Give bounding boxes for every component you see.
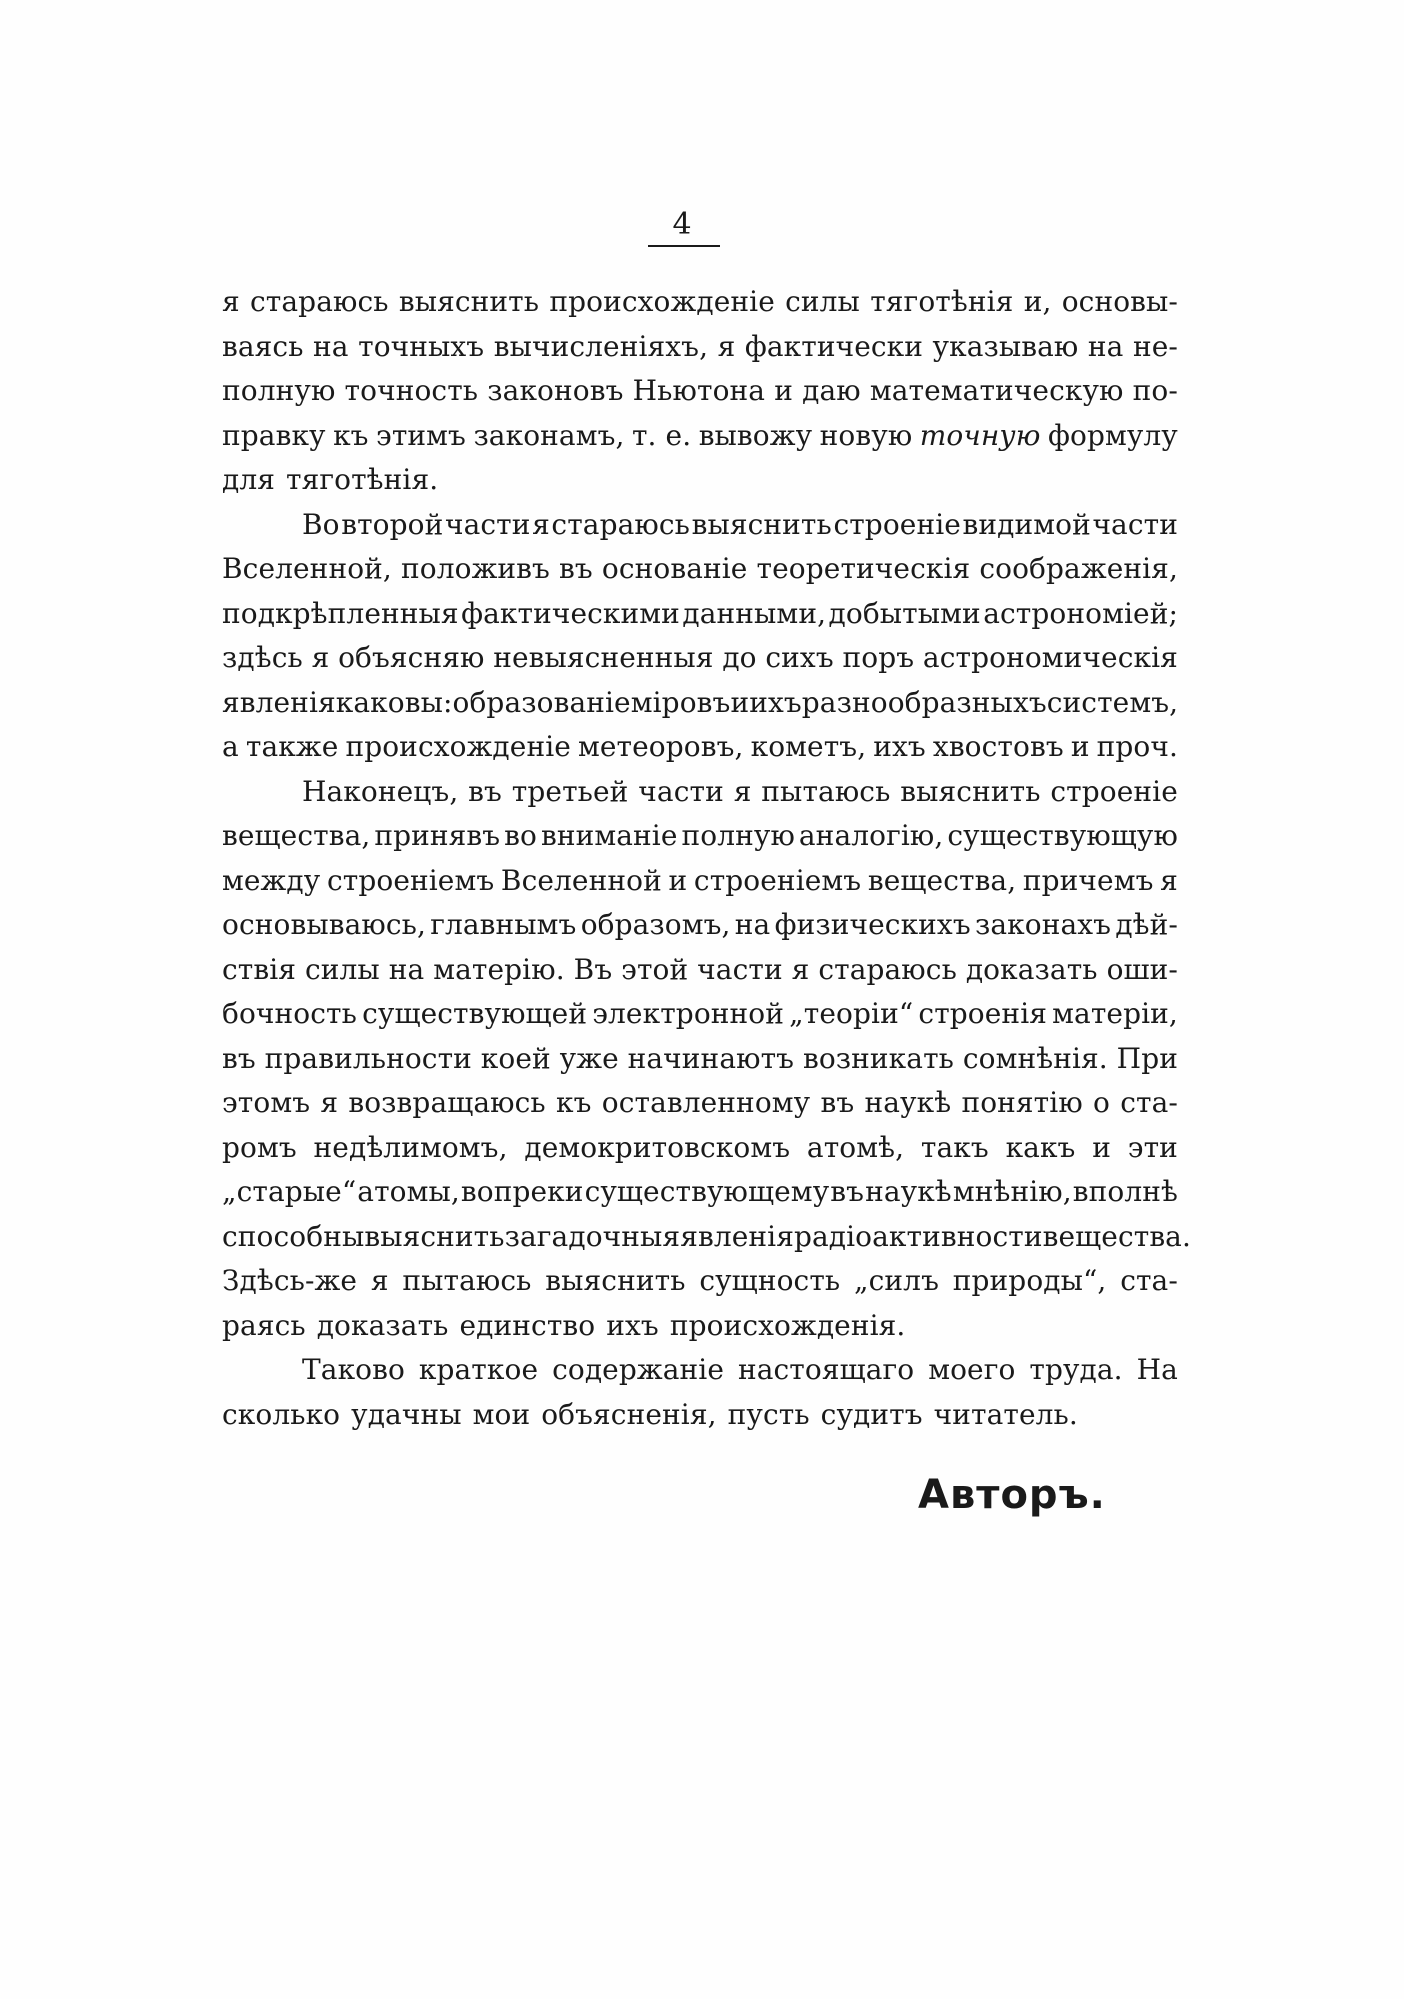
word: аналогію,: [798, 819, 944, 852]
page-number-rule: [648, 245, 720, 247]
text-line: [222, 280, 1178, 325]
word: электронной: [592, 997, 785, 1030]
word: возникать: [802, 1041, 954, 1075]
word: ваясь: [222, 329, 304, 363]
word: каковы:: [335, 685, 453, 719]
word: происхожденіе: [549, 285, 775, 318]
word: третьей: [511, 774, 629, 808]
word: главнымъ: [430, 908, 577, 941]
word: наукѣ: [864, 1086, 952, 1119]
word: т. е.: [631, 418, 692, 452]
text-line: [222, 369, 1178, 414]
word: въ: [820, 1086, 855, 1119]
word: выяснить: [545, 1264, 686, 1297]
word: уже: [559, 1041, 619, 1075]
word: въ: [830, 1175, 865, 1208]
word: въ: [468, 774, 502, 808]
word: существующую: [947, 819, 1178, 852]
word: правильности: [264, 1041, 472, 1075]
word: и,: [1023, 285, 1052, 318]
word: Здѣсь-же: [222, 1264, 358, 1297]
word: части: [1092, 507, 1178, 541]
text-line: [222, 414, 1178, 459]
text-line: [222, 458, 1178, 503]
word: понятію: [961, 1086, 1083, 1119]
word: атомѣ,: [806, 1130, 905, 1164]
word: пытаюсь: [761, 774, 891, 808]
word: части: [638, 774, 724, 808]
word: наукѣ: [865, 1175, 952, 1208]
word: мнѣнію,: [952, 1175, 1072, 1208]
word: вещества,: [222, 819, 371, 852]
word: оставленному: [601, 1086, 811, 1119]
word: къ: [333, 418, 369, 452]
word: ствія: [222, 952, 297, 986]
word: образованіе: [452, 685, 631, 719]
word: даю: [802, 374, 861, 407]
word: содержаніе: [552, 1353, 724, 1386]
word: Наконецъ,: [302, 774, 459, 808]
preface-text: [222, 280, 1191, 1437]
word: демокритовскомъ: [524, 1130, 791, 1164]
text-line: [222, 681, 1178, 726]
word: причемъ: [1022, 863, 1154, 897]
word: данными,: [682, 596, 827, 630]
word: явленія: [222, 685, 336, 719]
word: доказать: [316, 1308, 449, 1342]
word: я: [717, 329, 736, 363]
word: міровъ: [630, 685, 731, 719]
word: строеніе: [833, 507, 961, 541]
text-line: [222, 725, 1178, 770]
word: читатель.: [933, 1397, 1078, 1431]
text-line: [222, 770, 1178, 815]
text-line: [222, 948, 1178, 993]
word: этимъ: [376, 418, 466, 452]
word: природы“,: [952, 1264, 1107, 1297]
word: стараюсь: [250, 285, 389, 318]
text-line: [222, 1259, 1178, 1304]
word: пусть: [727, 1397, 810, 1431]
word: матеріи,: [1052, 997, 1178, 1030]
word: Во: [302, 507, 340, 541]
word: дѣй-: [1115, 908, 1178, 941]
word: новую: [819, 418, 913, 452]
word: подкрѣпленныя: [222, 596, 459, 630]
word: и: [730, 685, 750, 719]
word: законамъ,: [473, 418, 625, 452]
word: Таково: [302, 1353, 405, 1386]
word: стараюсь: [551, 507, 691, 541]
word: Ньютона: [632, 374, 766, 407]
word: и: [774, 374, 793, 407]
word: не-: [1132, 329, 1178, 363]
word: я: [370, 1264, 389, 1297]
word: явленія: [680, 1219, 794, 1253]
word: а: [222, 730, 239, 763]
word: поръ: [842, 641, 915, 674]
word: На: [1136, 1353, 1178, 1386]
text-line: [222, 1348, 1178, 1393]
text-line: [222, 903, 1178, 948]
word: вычисленіяхъ,: [493, 329, 709, 363]
word: матерію.: [433, 952, 565, 986]
word: до: [722, 641, 757, 674]
page-number: 4: [672, 207, 692, 242]
text-line: [222, 1037, 1178, 1082]
word: стараюсь: [818, 952, 957, 986]
word: строенія: [918, 997, 1048, 1030]
word: астрономическія: [922, 641, 1178, 674]
text-line: [222, 1393, 1178, 1438]
word: кометъ,: [750, 730, 867, 763]
word: вопреки: [460, 1175, 584, 1208]
word: При: [1116, 1041, 1178, 1075]
word: пытаюсь: [402, 1264, 532, 1297]
word: я: [1160, 863, 1178, 897]
word: мои: [472, 1397, 531, 1431]
word: моего: [928, 1353, 1016, 1386]
word: Вселенной: [500, 863, 662, 897]
text-line: [222, 325, 1178, 370]
word: ихъ: [873, 730, 926, 763]
text-line: [222, 592, 1178, 637]
word: на: [388, 952, 425, 986]
text-line: [222, 1081, 1178, 1126]
word: ромъ: [222, 1130, 297, 1164]
word: основываюсь,: [222, 908, 426, 941]
word: ста-: [1120, 1086, 1178, 1119]
word: метеоровъ,: [578, 730, 744, 763]
word: бочность: [222, 997, 357, 1030]
word: на: [734, 908, 771, 941]
word: выяснить: [364, 1219, 505, 1253]
word: Въ: [573, 952, 613, 986]
word: единство: [459, 1308, 596, 1342]
word: выяснить: [900, 774, 1041, 808]
word: вещества,: [867, 863, 1017, 897]
text-line: [222, 859, 1178, 904]
word: оши-: [1106, 952, 1178, 986]
word: недѣлимомъ,: [313, 1130, 508, 1164]
word: происхожденіе: [345, 730, 571, 763]
word: фактическими: [461, 596, 680, 630]
word: тяготѣнія.: [286, 463, 439, 496]
word: ста-: [1120, 1264, 1178, 1297]
word: я: [311, 641, 330, 674]
word: труда.: [1029, 1353, 1123, 1386]
author-signature: Авторъ.: [918, 1472, 1106, 1518]
word: законовъ: [487, 374, 624, 407]
word: добытыми: [828, 596, 981, 630]
word: принявъ: [374, 819, 501, 852]
word: и: [668, 863, 688, 897]
word: по-: [1132, 374, 1178, 407]
word: существующему: [584, 1175, 830, 1208]
word: вещества.: [1042, 1219, 1191, 1253]
word: видимой: [962, 507, 1091, 541]
word: начинаютъ: [627, 1041, 795, 1075]
word: проч.: [1096, 730, 1178, 763]
word: я: [222, 285, 240, 318]
word: части: [444, 507, 531, 541]
word: я: [320, 1086, 339, 1119]
word: основы-: [1061, 285, 1178, 318]
word: точную: [919, 418, 1041, 452]
word: части: [697, 952, 783, 986]
word: какъ: [1005, 1130, 1076, 1164]
word: и: [1092, 1130, 1112, 1164]
word: на: [313, 329, 349, 363]
word: точность: [344, 374, 479, 407]
text-line: [222, 636, 1178, 681]
word: я: [733, 774, 752, 808]
word: положивъ: [401, 552, 550, 585]
word: раясь: [222, 1308, 306, 1342]
word: вниманіе: [540, 819, 678, 852]
word: сколько: [222, 1397, 341, 1431]
word: въ: [559, 552, 593, 585]
word: формулу: [1047, 418, 1178, 452]
word: этомъ: [222, 1086, 311, 1119]
word: доказать: [965, 952, 1098, 986]
word: хвостовъ: [932, 730, 1064, 763]
word: атомы,: [357, 1175, 460, 1208]
text-line: [222, 1170, 1178, 1215]
word: указываю: [932, 329, 1079, 363]
word: невыясненныя: [493, 641, 714, 674]
word: во: [504, 819, 537, 852]
word: второй: [341, 507, 444, 541]
word: объясненія,: [541, 1397, 717, 1431]
word: для: [222, 463, 275, 496]
word: соображенія,: [979, 552, 1178, 585]
text-line: [222, 814, 1178, 859]
word: загадочныя: [504, 1219, 681, 1253]
word: законахъ: [974, 908, 1112, 941]
word: фактически: [744, 329, 924, 363]
word: основаніе: [601, 552, 748, 585]
word: выяснить: [691, 507, 832, 541]
word: эти: [1127, 1130, 1178, 1164]
word: теоретическія: [756, 552, 971, 585]
word: удачны: [351, 1397, 462, 1431]
word: системъ,: [1046, 685, 1179, 719]
word: коей: [480, 1041, 551, 1075]
word: радіоактивности: [793, 1219, 1043, 1253]
word: въ: [222, 1041, 256, 1075]
word: я: [791, 952, 810, 986]
word: настоящаго: [737, 1353, 915, 1386]
word: на: [1087, 329, 1124, 363]
word: образомъ,: [580, 908, 731, 941]
word: выяснить: [398, 285, 540, 318]
word: „старые“: [222, 1175, 357, 1208]
word: я: [532, 507, 550, 541]
word: астрономіей;: [983, 596, 1178, 630]
word: къ: [556, 1086, 592, 1119]
word: силы: [785, 285, 860, 318]
word: судитъ: [820, 1397, 923, 1431]
word: вполнѣ: [1072, 1175, 1178, 1208]
text-line: [222, 503, 1178, 548]
word: этой: [621, 952, 689, 986]
text-line: [222, 1126, 1178, 1171]
word: ихъ: [606, 1308, 659, 1342]
word: полную: [681, 819, 795, 852]
text-line: [222, 992, 1178, 1037]
word: и: [1070, 730, 1090, 763]
word: ихъ: [749, 685, 802, 719]
word: точныхъ: [358, 329, 485, 363]
word: „силъ: [854, 1264, 939, 1297]
word: вывожу: [698, 418, 813, 452]
word: строеніемъ: [693, 863, 862, 897]
word: силы: [304, 952, 380, 986]
word: тяготѣнія: [870, 285, 1014, 318]
word: также: [245, 730, 339, 763]
word: „теоріи“: [789, 997, 914, 1030]
word: способны: [222, 1219, 365, 1253]
word: о: [1093, 1086, 1111, 1119]
word: строеніе: [1050, 774, 1178, 808]
text-line: [222, 547, 1178, 592]
word: правку: [222, 418, 326, 452]
word: между: [222, 863, 321, 897]
word: происхожденія.: [669, 1308, 906, 1342]
word: такъ: [920, 1130, 989, 1164]
word: сущность: [699, 1264, 841, 1297]
word: математическую: [869, 374, 1124, 407]
word: существующей: [362, 997, 588, 1030]
word: строеніемъ: [326, 863, 495, 897]
text-line: [222, 1304, 1178, 1349]
word: возвращаюсь: [348, 1086, 546, 1119]
word: Вселенной,: [222, 552, 392, 585]
word: краткое: [418, 1353, 539, 1386]
word: физическихъ: [774, 908, 971, 941]
text-line: [222, 1215, 1191, 1260]
word: разнообразныхъ: [801, 685, 1047, 719]
word: сомнѣнія.: [962, 1041, 1108, 1075]
word: здѣсь: [222, 641, 303, 674]
word: полную: [222, 374, 336, 407]
word: объясняю: [338, 641, 485, 674]
word: сихъ: [765, 641, 834, 674]
